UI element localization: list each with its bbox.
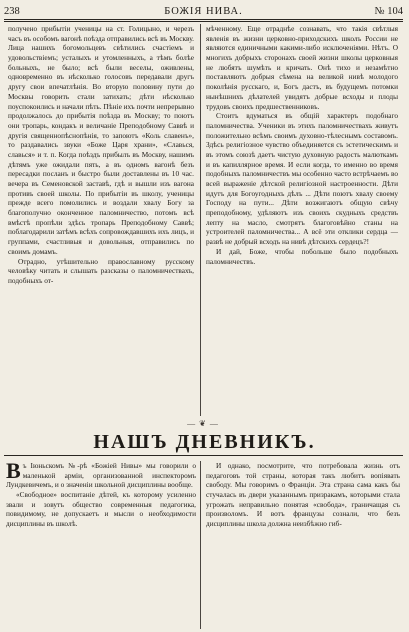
paragraph: «Свободное» воспитаніе дѣтей, къ которому усиленно звали и зовутъ общество современныя педагогика, повидимому, не допускаетъ и мысли о необходимости дисциплины въ школѣ. <box>6 490 196 529</box>
header-rule-second <box>4 21 403 22</box>
paragraph <box>6 461 196 490</box>
article-column-right <box>206 24 398 418</box>
running-header <box>4 6 403 18</box>
paragraph: мѣченному. Еще отраднѣе сознавать, что такія свѣтлыя явленія въ жизни церковно-приходскихъ школъ России не являются единичными какими-либо исключеніями. Нѣтъ. О многихъ добрыхъ сторонахъ своей жизни школы церковныя не любятъ шумѣть и кричать. Онѣ тихо и незамѣтно поставляютъ добрыя сѣмена на великой нивѣ молодого поколѣнія русскаго, и, Богъ дастъ, въ будущемъ потомки нынѣшнихъ дѣлателей увидятъ добрые всходы и плоды трудовъ своихъ предшественниковъ. <box>206 24 398 111</box>
drop-cap: В <box>6 461 21 483</box>
paragraph: получено прибытіи ученицы на ст. Голицыно, и черезъ часъ въ особомъ вагонѣ поѣзда отправились всѣ въ Москву. Лица нашихъ богомольцевъ свѣтились счастіемъ и удовольствіемъ; усталыхъ и утомленныхъ, а тѣмъ болѣе больныхъ, не было; всѣ были веселы, оживлены, одновременно въ нѣсколько голосовъ передавали другъ другу свои впечатлѣнія. Во вторую половину пути до Москвы говорить стали затихать; дѣти нѣсколько поуспокоились и начали пѣть. Пѣніе ихъ почти непрерывно продолжалось до прибытія поѣзда въ Москву; то поютъ они тропарь, кондакъ и величаніе Преподобному Саввѣ и другія священнопѣснопѣнія, то запоютъ «Коль славенъ», то раздавались звуки «Боже Царя храни», «Славься, славься» и т. п. Когда поѣздъ прибылъ въ Москву, нашимъ дѣтямъ уже ожидали пять, а въ одномъ вагонѣ безъ пересадки посланъ и быстро были доставлены въ 10 час. вечера въ Семеновской заставѣ, гдѣ и вышли изъ вагона противъ своей школы. По прибытіи въ школу, ученицы прежде всего помолились и воздали хвалу Богу за благополучно оконченное паломничество, потомъ всѣ вмѣстѣ пропѣли здѣсь тропарь Преподобному Саввѣ; поблагодарили затѣмъ всѣхъ сопровождавшихъ ихъ лицъ, и группами, счастливыя и довольныя, отправились по своимъ домамъ. <box>8 24 194 256</box>
section-rule <box>4 455 403 456</box>
diary-column-left <box>6 461 196 631</box>
journal-title: БОЖІЯ НИВА. <box>164 6 243 17</box>
page-number: 238 <box>4 6 20 17</box>
diary-column-right <box>206 461 400 631</box>
paragraph: Стоитъ вдуматься въ общій характеръ подобнаго паломничества. Ученики въ этихъ паломничествахъ живутъ положительно всѣмъ своимъ духовно-тѣлеснымъ составомъ. Здѣсь религіозное чувство объединяется съ эстетическимъ и въ этомъ союзѣ даетъ чистую духовную радость малюткамъ и въ капиллярное время. И если когда, то именно во время подобныхъ паломничествъ мы особенно часто встрѣчаемъ во всей выраженіе дѣтской религіозной настроенности. Дѣти идутъ для Богоугодныхъ дѣлъ ... Дѣти поютъ хвалу своему Господу на пути... Дѣти возжигаютъ общую свѣчу преподобному, удѣляютъ изъ своихъ скудныхъ средствъ лепту на масло, смотрятъ благоговѣйно станы на устроителей паломничества... А всё эти отклики сердца — развѣ не добрый всходъ на нивѣ дѣтскихъ сердецъ?! <box>206 111 398 247</box>
column-divider <box>200 461 201 629</box>
paragraph-text: ъ Іюньскомъ №-рѣ «Божіей Нивы» мы говорили о маленькой арміи, организованной инспекторомъ Лундкевичемъ, и о значеніи школьной дисциплины вообще. <box>6 461 196 490</box>
paragraph: И однако, посмотрите, что потребовала жизнь отъ педагоговъ той страны, которая такъ любитъ вопіявать свободу. Мы говоримъ о Франціи. Эта страна сама какъ бы стучалась въ двери указаннымъ призракамъ, которыми стала угрожать неправильно понятая «свобода», граничащая съ произволомъ. И вотъ французы сознали, что безъ дисциплины школа должна неизбѣжно гиб- <box>206 461 400 529</box>
header-rule <box>4 19 403 20</box>
column-divider <box>200 24 201 416</box>
ornament-divider <box>0 419 409 428</box>
section-title: НАШЪ ДНЕВНИКЪ. <box>93 431 316 453</box>
issue-number: № 104 <box>374 6 403 17</box>
paragraph: И дай, Боже, чтобы побольше было подобныхъ паломничествъ. <box>206 246 398 266</box>
ornament-icon: —❦— <box>187 419 222 428</box>
paragraph: Отрадно, утѣшительно православному русскому человѣку читать и слышать разсказы о паломничествахъ, подобныхъ от- <box>8 256 194 285</box>
article-column-left <box>8 24 194 418</box>
